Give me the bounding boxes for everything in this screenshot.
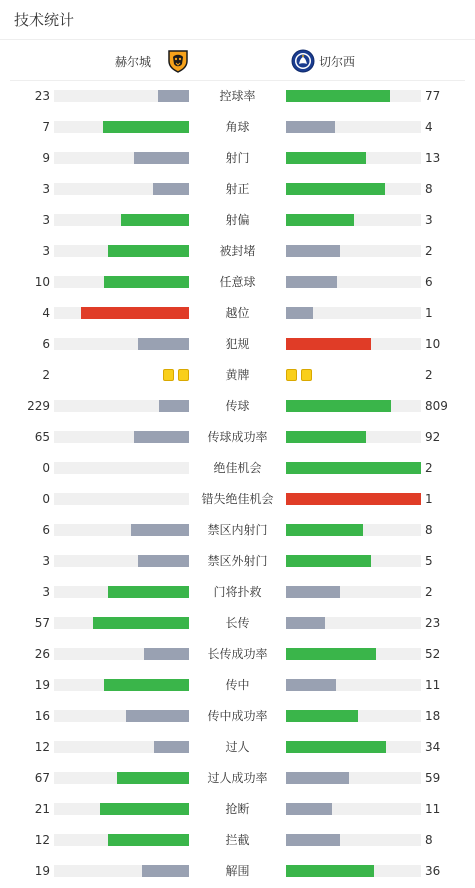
away-stat-bar xyxy=(286,617,325,629)
chelsea-badge-icon xyxy=(291,49,315,73)
away-stat-bar xyxy=(286,338,371,350)
home-stat-bar-track xyxy=(54,183,189,195)
yellow-card-icon xyxy=(163,369,174,381)
away-stat-value: 8 xyxy=(425,182,433,196)
home-stat-value: 10 xyxy=(34,275,50,289)
away-stat-bar-track xyxy=(286,90,421,102)
home-stat-bar-track xyxy=(54,741,189,753)
away-stat-value: 2 xyxy=(425,461,433,475)
home-stat-bar xyxy=(131,524,189,536)
yellow-card-icon xyxy=(286,369,297,381)
stat-row xyxy=(0,825,475,856)
home-stat-value: 65 xyxy=(34,430,50,444)
away-stat-bar xyxy=(286,710,358,722)
stat-row xyxy=(0,515,475,546)
home-stat-bar-track xyxy=(54,152,189,164)
home-stat-bar-track xyxy=(54,493,189,505)
away-stat-bar-track xyxy=(286,648,421,660)
away-stat-bar-track xyxy=(286,586,421,598)
stat-row xyxy=(0,577,475,608)
hull-city-badge-icon xyxy=(167,49,189,73)
home-stat-bar xyxy=(142,865,189,877)
home-stat-bar xyxy=(138,555,189,567)
away-stat-value: 23 xyxy=(425,616,441,630)
home-stat-bar-track xyxy=(54,214,189,226)
away-stat-bar xyxy=(286,152,366,164)
away-stat-bar-track xyxy=(286,617,421,629)
stat-row xyxy=(0,856,475,887)
away-stat-bar-track xyxy=(286,431,421,443)
home-yellow-cards xyxy=(163,369,189,381)
away-stat-bar xyxy=(286,276,337,288)
away-stat-value: 11 xyxy=(425,802,441,816)
home-stat-value: 4 xyxy=(42,306,50,320)
home-stat-bar-track xyxy=(54,245,189,257)
home-stat-bar-track xyxy=(54,338,189,350)
away-team-name: 切尔西 xyxy=(319,55,356,69)
stat-row xyxy=(0,763,475,794)
home-stat-value: 0 xyxy=(42,492,50,506)
away-stat-bar-track xyxy=(286,710,421,722)
home-stat-bar xyxy=(103,121,189,133)
home-stat-bar-track xyxy=(54,431,189,443)
home-stat-bar xyxy=(144,648,189,660)
home-stat-bar xyxy=(138,338,189,350)
stat-label: 犯规 xyxy=(225,337,250,351)
away-stat-value: 3 xyxy=(425,213,433,227)
stat-label: 传球 xyxy=(225,399,250,413)
home-stat-bar xyxy=(117,772,189,784)
away-stat-value: 18 xyxy=(425,709,441,723)
away-stat-value: 36 xyxy=(425,864,441,878)
stat-label: 过人 xyxy=(225,740,250,754)
home-stat-bar-track xyxy=(54,400,189,412)
away-stat-bar-track xyxy=(286,741,421,753)
away-stat-bar xyxy=(286,648,376,660)
away-stat-bar xyxy=(286,555,371,567)
home-stat-bar xyxy=(121,214,189,226)
stat-label: 长传 xyxy=(225,616,250,630)
home-stat-bar-track xyxy=(54,462,189,474)
home-stat-bar-track xyxy=(54,524,189,536)
stat-row xyxy=(0,267,475,298)
home-stat-bar-track xyxy=(54,586,189,598)
stat-row xyxy=(0,329,475,360)
stat-label: 错失绝佳机会 xyxy=(201,492,274,506)
home-stat-bar-track xyxy=(54,648,189,660)
away-stat-bar xyxy=(286,245,340,257)
away-stat-value: 809 xyxy=(425,399,448,413)
page-title: 技术统计 xyxy=(14,11,75,29)
home-stat-bar xyxy=(108,834,189,846)
stat-label: 被封堵 xyxy=(219,244,256,258)
stat-label: 控球率 xyxy=(219,89,256,103)
home-stat-value: 6 xyxy=(42,523,50,537)
away-stat-bar xyxy=(286,679,336,691)
stat-label: 传中成功率 xyxy=(207,709,268,723)
away-stat-bar-track xyxy=(286,245,421,257)
away-stat-value: 2 xyxy=(425,244,433,258)
away-stat-bar-track xyxy=(286,462,421,474)
away-stat-value: 5 xyxy=(425,554,433,568)
home-stat-bar-track xyxy=(54,121,189,133)
home-stat-bar-track xyxy=(54,710,189,722)
stat-label: 射门 xyxy=(225,151,250,165)
stat-label: 传球成功率 xyxy=(207,430,268,444)
home-stat-value: 57 xyxy=(34,616,50,630)
stat-row xyxy=(0,732,475,763)
away-stat-value: 77 xyxy=(425,89,441,103)
home-stat-value: 0 xyxy=(42,461,50,475)
away-stat-value: 92 xyxy=(425,430,441,444)
home-stat-value: 3 xyxy=(42,213,50,227)
stat-row xyxy=(0,391,475,422)
stat-label: 过人成功率 xyxy=(207,771,268,785)
away-stat-bar-track xyxy=(286,865,421,877)
away-stat-bar xyxy=(286,586,340,598)
away-stat-bar xyxy=(286,183,385,195)
away-stat-value: 59 xyxy=(425,771,441,785)
home-stat-value: 19 xyxy=(34,678,50,692)
home-stat-bar xyxy=(154,741,189,753)
home-stat-value: 3 xyxy=(42,554,50,568)
away-stat-value: 8 xyxy=(425,523,433,537)
home-stat-bar xyxy=(104,679,189,691)
home-stat-value: 21 xyxy=(34,802,50,816)
home-stat-bar xyxy=(108,245,189,257)
home-team-name: 赫尔城 xyxy=(114,55,151,69)
stat-row xyxy=(0,143,475,174)
away-stat-bar-track xyxy=(286,834,421,846)
home-stat-bar-track xyxy=(54,276,189,288)
away-stat-bar xyxy=(286,834,340,846)
team-header xyxy=(10,40,465,81)
away-stat-value: 11 xyxy=(425,678,441,692)
stat-label: 禁区外射门 xyxy=(207,554,268,568)
home-stat-value: 12 xyxy=(34,833,50,847)
away-stat-value: 10 xyxy=(425,337,441,351)
stat-label: 解围 xyxy=(225,864,250,878)
away-stat-bar-track xyxy=(286,152,421,164)
stat-row xyxy=(0,453,475,484)
away-stat-value: 2 xyxy=(425,368,433,382)
away-stat-bar xyxy=(286,741,386,753)
away-stat-bar-track xyxy=(286,524,421,536)
stat-label: 拦截 xyxy=(225,833,250,847)
home-stat-value: 3 xyxy=(42,182,50,196)
away-stat-bar xyxy=(286,121,335,133)
away-stat-bar-track xyxy=(286,121,421,133)
away-stat-value: 4 xyxy=(425,120,433,134)
stat-label: 越位 xyxy=(225,306,250,320)
yellow-card-icon xyxy=(301,369,312,381)
stat-row xyxy=(0,112,475,143)
home-stat-bar-track xyxy=(54,90,189,102)
away-stat-bar xyxy=(286,772,349,784)
away-stat-bar-track xyxy=(286,400,421,412)
home-stat-value: 7 xyxy=(42,120,50,134)
stat-label: 长传成功率 xyxy=(207,647,268,661)
away-yellow-cards xyxy=(286,369,312,381)
stat-label: 抢断 xyxy=(225,802,250,816)
away-stat-bar xyxy=(286,214,354,226)
away-stat-bar xyxy=(286,493,421,505)
away-stat-bar xyxy=(286,431,366,443)
stat-row xyxy=(0,670,475,701)
stat-label: 黄牌 xyxy=(225,368,250,382)
stat-row xyxy=(0,484,475,515)
home-stat-value: 3 xyxy=(42,585,50,599)
stat-label: 射偏 xyxy=(225,213,250,227)
away-stat-bar xyxy=(286,803,332,815)
away-stat-bar xyxy=(286,524,363,536)
away-stat-value: 8 xyxy=(425,833,433,847)
home-stat-bar-track xyxy=(54,555,189,567)
away-stat-bar-track xyxy=(286,214,421,226)
away-stat-bar xyxy=(286,462,421,474)
home-stat-bar xyxy=(93,617,189,629)
away-stat-bar-track xyxy=(286,555,421,567)
stat-label: 绝佳机会 xyxy=(213,461,262,475)
home-stat-bar xyxy=(134,152,189,164)
away-stat-value: 52 xyxy=(425,647,441,661)
home-stat-bar xyxy=(134,431,189,443)
stat-row xyxy=(0,608,475,639)
home-stat-bar xyxy=(159,400,189,412)
away-stat-value: 34 xyxy=(425,740,441,754)
home-stat-bar xyxy=(104,276,189,288)
stat-row xyxy=(0,205,475,236)
home-stat-value: 19 xyxy=(34,864,50,878)
home-stat-bar-track xyxy=(54,865,189,877)
stat-label: 传中 xyxy=(225,678,250,692)
away-stat-value: 2 xyxy=(425,585,433,599)
home-stat-bar-track xyxy=(54,679,189,691)
away-stat-bar-track xyxy=(286,338,421,350)
away-stat-value: 13 xyxy=(425,151,441,165)
home-stat-value: 12 xyxy=(34,740,50,754)
home-stat-value: 67 xyxy=(34,771,50,785)
home-stat-value: 23 xyxy=(34,89,50,103)
stats-header xyxy=(0,0,475,40)
home-stat-bar xyxy=(81,307,189,319)
home-stat-value: 9 xyxy=(42,151,50,165)
home-stat-bar-track xyxy=(54,307,189,319)
home-stat-bar xyxy=(108,586,189,598)
home-stat-value: 2 xyxy=(42,368,50,382)
stat-label: 门将扑救 xyxy=(213,585,262,599)
away-stat-bar xyxy=(286,400,391,412)
home-stat-value: 16 xyxy=(34,709,50,723)
stat-label: 任意球 xyxy=(219,275,256,289)
home-stat-value: 26 xyxy=(34,647,50,661)
stat-row xyxy=(0,298,475,329)
away-stat-bar xyxy=(286,865,374,877)
away-stat-value: 6 xyxy=(425,275,433,289)
home-stat-value: 229 xyxy=(27,399,50,413)
stat-row xyxy=(0,546,475,577)
home-stat-value: 3 xyxy=(42,244,50,258)
home-stat-bar xyxy=(153,183,189,195)
away-stat-bar-track xyxy=(286,493,421,505)
stat-row xyxy=(0,81,475,112)
stat-row xyxy=(0,422,475,453)
stat-row xyxy=(0,236,475,267)
away-stat-bar-track xyxy=(286,183,421,195)
home-stat-bar-track xyxy=(54,803,189,815)
away-stat-bar-track xyxy=(286,679,421,691)
away-stat-bar xyxy=(286,307,313,319)
home-stat-bar xyxy=(100,803,189,815)
stat-label: 射正 xyxy=(225,182,250,196)
away-stat-bar-track xyxy=(286,772,421,784)
home-stat-bar-track xyxy=(54,834,189,846)
stat-label: 角球 xyxy=(225,120,250,134)
stat-label: 禁区内射门 xyxy=(207,523,268,537)
away-stat-bar-track xyxy=(286,276,421,288)
away-stat-bar xyxy=(286,90,390,102)
away-stat-bar-track xyxy=(286,307,421,319)
stat-row xyxy=(0,174,475,205)
yellow-card-icon xyxy=(178,369,189,381)
home-stat-bar xyxy=(126,710,189,722)
home-stat-bar-track xyxy=(54,617,189,629)
home-stat-bar-track xyxy=(54,772,189,784)
stat-row xyxy=(0,794,475,825)
away-stat-value: 1 xyxy=(425,492,433,506)
home-stat-bar xyxy=(158,90,189,102)
stat-row xyxy=(0,639,475,670)
stat-row xyxy=(0,701,475,732)
stat-row xyxy=(0,360,475,391)
away-stat-value: 1 xyxy=(425,306,433,320)
home-stat-value: 6 xyxy=(42,337,50,351)
away-stat-bar-track xyxy=(286,803,421,815)
